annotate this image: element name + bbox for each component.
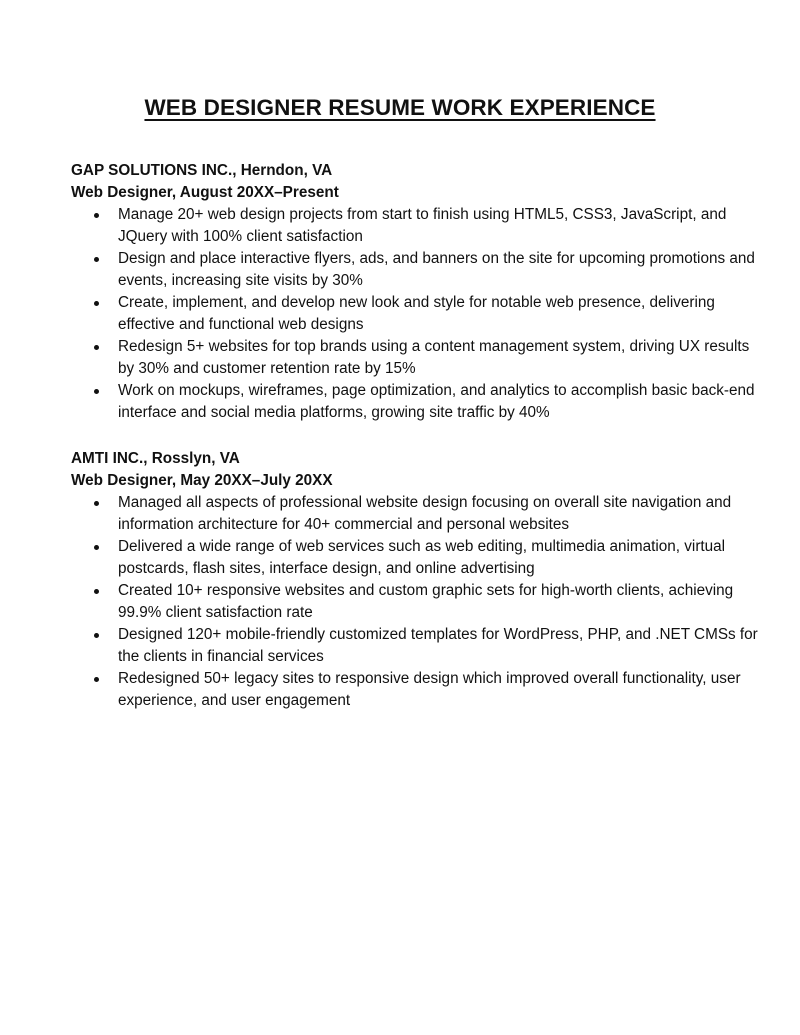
list-item [71,668,758,712]
role-heading: Web Designer, May 20XX–July 20XX [71,472,333,489]
bullet-text: Delivered a wide range of web services such as web editing, multimedia animation, virtual postcards, flash sites, interface design, and online advertising [118,538,726,577]
bullet-text: Redesign 5+ websites for top brands using a content management system, driving UX results by 30% and customer retention rate by 15% [118,338,750,377]
bullet-list [71,204,755,424]
list-item [71,536,758,580]
bullet-icon [94,301,99,306]
company-heading: GAP SOLUTIONS INC., Herndon, VA [71,162,333,179]
bullet-text: Manage 20+ web design projects from start to finish using HTML5, CSS3, JavaScript, and JQuery with 100% client satisfaction [118,206,727,245]
list-item [71,204,758,248]
list-item [71,380,758,424]
list-item [71,292,758,336]
list-item [71,580,758,624]
bullet-text: Design and place interactive flyers, ads, and banners on the site for upcoming promotions and events, increasing site visits by 30% [118,250,755,289]
bullet-icon [94,677,99,682]
bullet-icon [94,589,99,594]
list-item [71,492,758,536]
job-section-amti [71,448,758,712]
bullet-icon [94,257,99,262]
role-heading: Web Designer, August 20XX–Present [71,184,339,201]
bullet-icon [94,501,99,506]
bullet-text: Redesigned 50+ legacy sites to responsive design which improved overall functionality, user experience, and user engagement [118,670,741,709]
bullet-icon [94,389,99,394]
bullet-text: Create, implement, and develop new look and style for notable web presence, delivering effective and functional web designs [118,294,715,333]
bullet-text: Created 10+ responsive websites and custom graphic sets for high-worth clients, achieving 99.9% client satisfaction rate [118,582,734,621]
list-item [71,248,758,292]
bullet-text: Designed 120+ mobile-friendly customized templates for WordPress, PHP, and .NET CMSs for the clients in financial services [118,626,758,665]
document-title-text: WEB DESIGNER RESUME WORK EXPERIENCE [144,95,656,120]
bullet-icon [94,345,99,350]
list-item [71,336,758,380]
company-heading: AMTI INC., Rosslyn, VA [71,450,240,467]
document-title [0,92,800,124]
list-item [71,624,758,668]
bullet-icon [94,213,99,218]
bullet-icon [94,633,99,638]
bullet-icon [94,545,99,550]
bullet-text: Managed all aspects of professional website design focusing on overall site navigation and information architecture for 40+ commercial and personal websites [118,494,732,533]
bullet-list [71,492,758,712]
bullet-text: Work on mockups, wireframes, page optimization, and analytics to accomplish basic back-end interface and social media platforms, growing site traffic by 40% [118,382,755,421]
job-section-gap-solutions [71,160,755,424]
